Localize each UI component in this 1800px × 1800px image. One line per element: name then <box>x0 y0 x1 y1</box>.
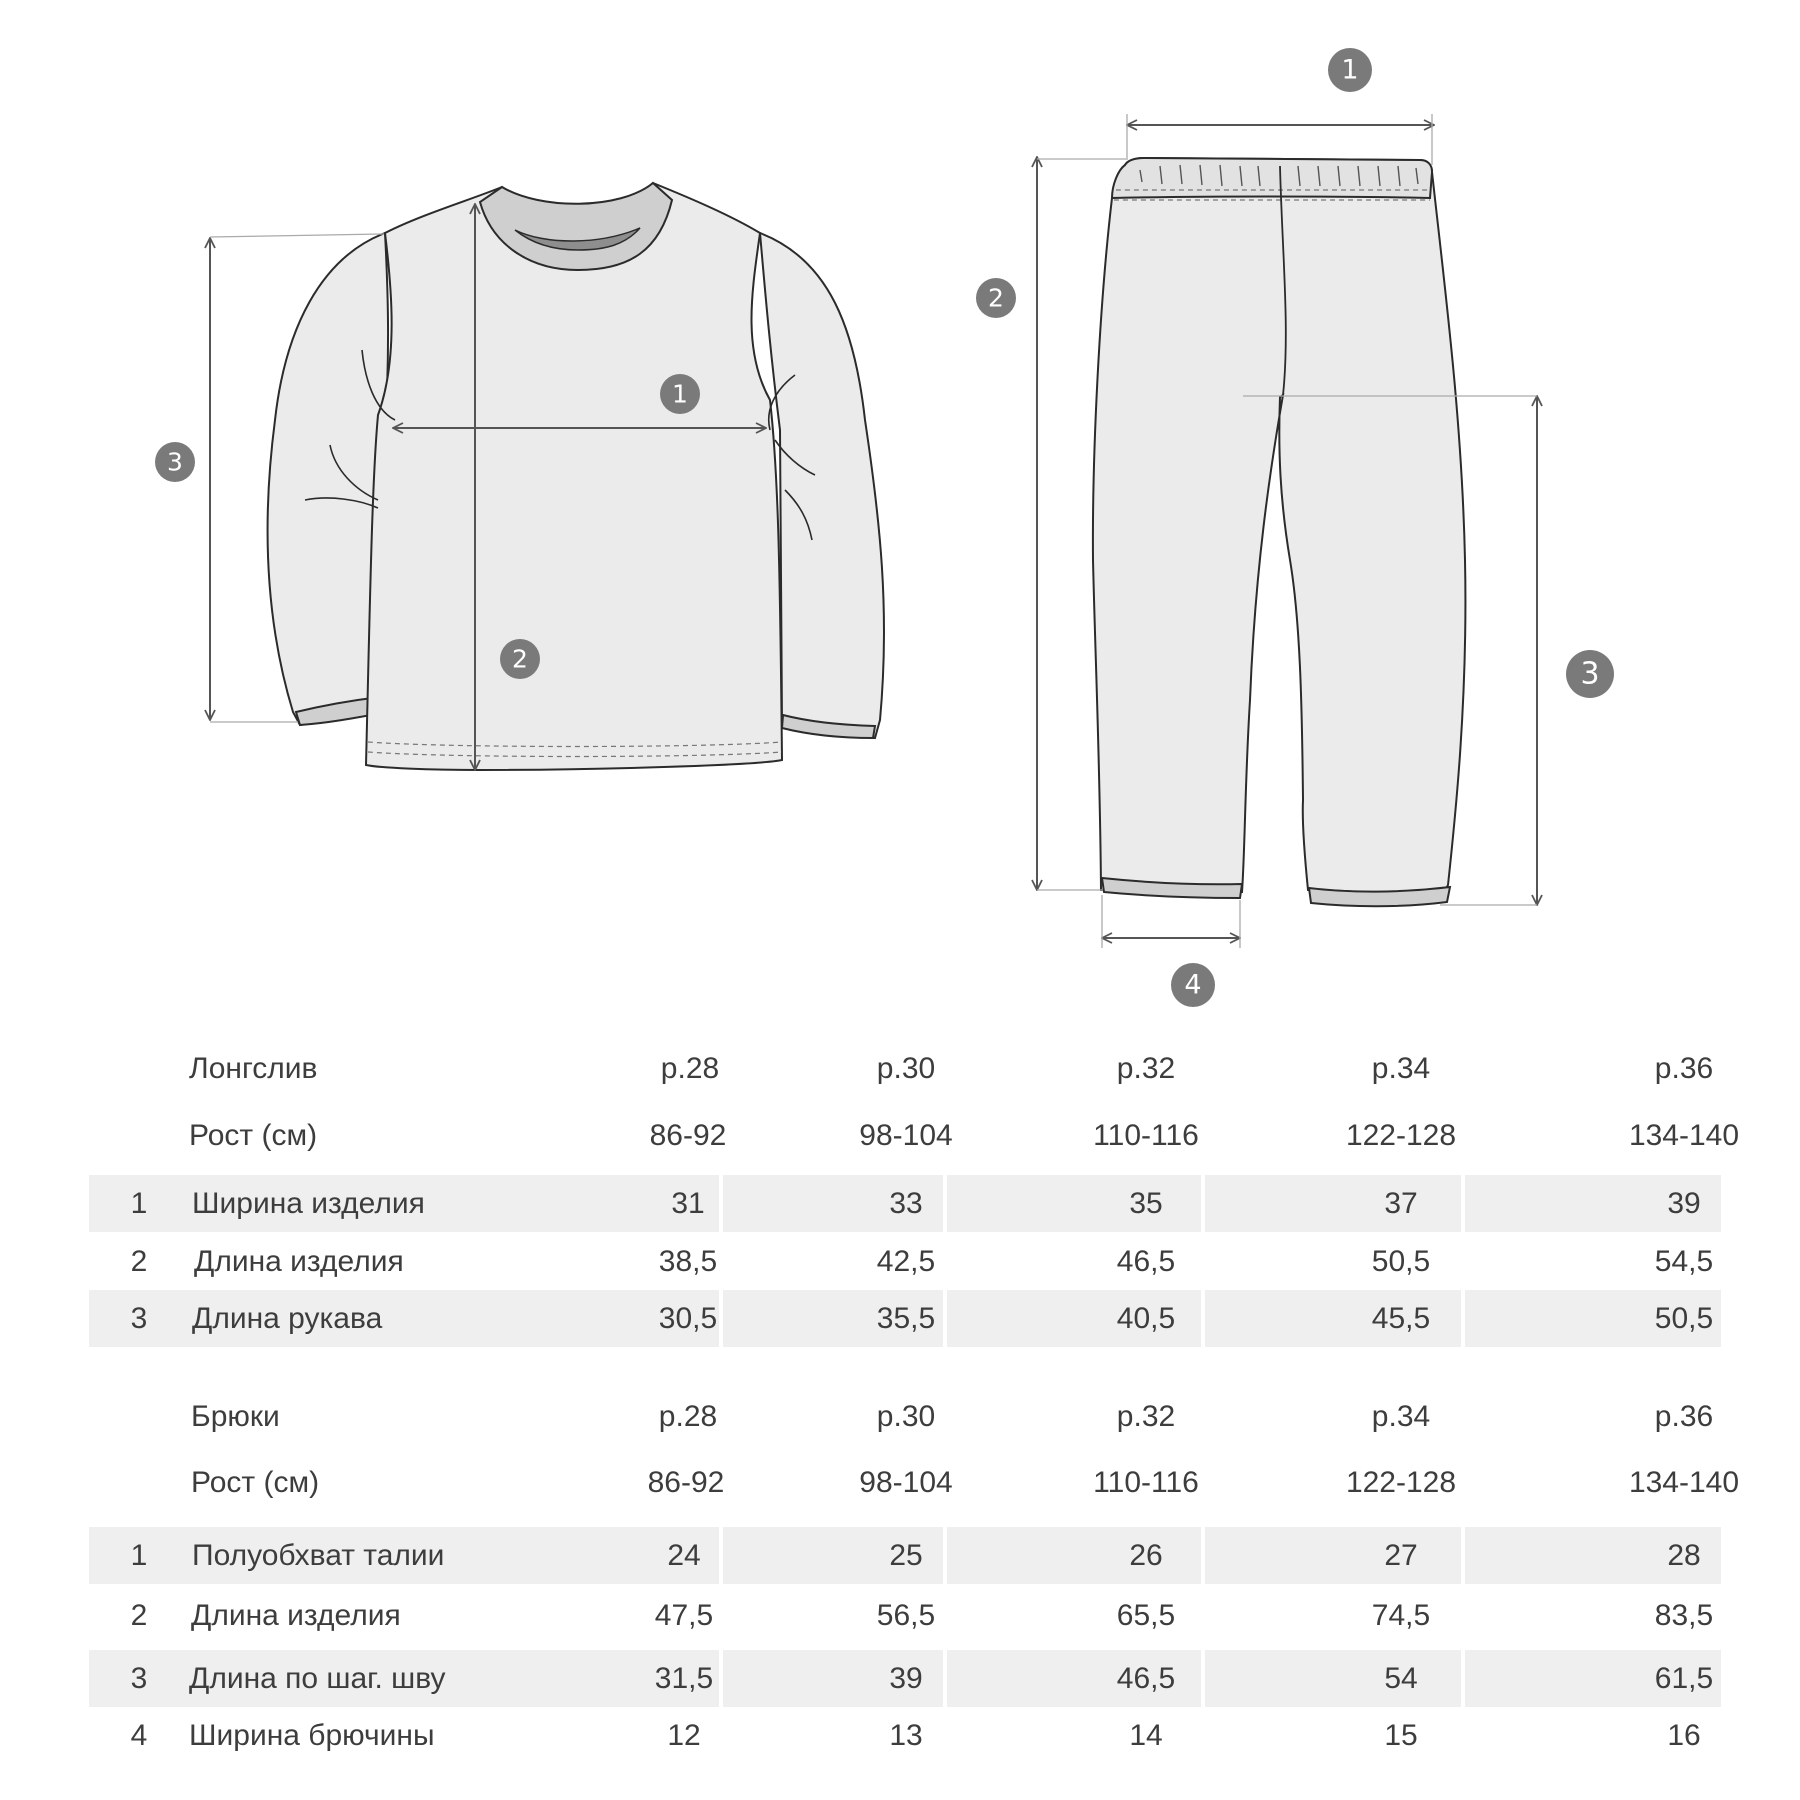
pants-height-28: 86-92 <box>647 1465 725 1499</box>
longsleeve-row-2-v4: 50,5 <box>1371 1244 1431 1278</box>
pants-height-label: Рост (см) <box>191 1465 320 1499</box>
pants-row-3-v1: 31,5 <box>654 1661 714 1695</box>
pants-size-28: р.28 <box>658 1399 718 1433</box>
longsleeve-height-30: 98-104 <box>859 1118 953 1152</box>
pants-row-3-num: 3 <box>130 1661 148 1695</box>
pants-row-4-v1: 12 <box>667 1718 701 1752</box>
pants-row-4-v3: 14 <box>1129 1718 1163 1752</box>
pants-waistband <box>1112 158 1432 198</box>
longsleeve-size-header-row <box>89 1040 1721 1097</box>
longsleeve-size-34: р.34 <box>1371 1051 1431 1085</box>
pants-table-title: Брюки <box>191 1399 280 1433</box>
pants-marker-1-label: 1 <box>1341 54 1359 86</box>
pants-row-1-label: Полуобхват талии <box>192 1538 445 1572</box>
longsleeve-row-3-num: 3 <box>130 1301 148 1335</box>
pants-marker-4-label: 4 <box>1184 969 1202 1001</box>
longsleeve-row-1-v5: 39 <box>1667 1186 1701 1220</box>
pants-marker-4 <box>1171 963 1215 1007</box>
pants-height-30: 98-104 <box>859 1465 953 1499</box>
pants-row-4-v2: 13 <box>889 1718 923 1752</box>
pants-row-1-v4: 27 <box>1384 1538 1418 1572</box>
longsleeve-row-1 <box>89 1175 1721 1232</box>
pants-marker-2 <box>976 278 1016 318</box>
longsleeve-row-1-v1: 31 <box>671 1186 705 1220</box>
pants-row-2-v5: 83,5 <box>1654 1598 1714 1632</box>
pants-height-34: 122-128 <box>1345 1465 1457 1499</box>
pants-row-1-v5: 28 <box>1667 1538 1701 1572</box>
longsleeve-row-2 <box>89 1233 1721 1290</box>
longsleeve-row-3-v4: 45,5 <box>1371 1301 1431 1335</box>
pants-size-32: р.32 <box>1116 1399 1176 1433</box>
longsleeve-height-28: 86-92 <box>649 1118 727 1152</box>
pants-size-34: р.34 <box>1371 1399 1431 1433</box>
longsleeve-row-3-v5: 50,5 <box>1654 1301 1714 1335</box>
pants-row-3 <box>89 1650 1721 1707</box>
pants-row-3-v5: 61,5 <box>1654 1661 1714 1695</box>
pants-row-2 <box>89 1587 1721 1644</box>
pants-height-32: 110-116 <box>1093 1465 1199 1499</box>
longsleeve-height-label: Рост (см) <box>189 1118 318 1152</box>
longsleeve-row-1-v3: 35 <box>1129 1186 1163 1220</box>
pants-row-2-v3: 65,5 <box>1116 1598 1176 1632</box>
longsleeve-row-3-label: Длина рукава <box>192 1301 383 1335</box>
pants-row-1-v1: 24 <box>667 1538 701 1572</box>
shirt-marker-1-label: 1 <box>672 379 688 409</box>
longsleeve-size-28: р.28 <box>660 1051 720 1085</box>
pants-row-4-label: Ширина брючины <box>189 1718 435 1752</box>
pants-size-36: р.36 <box>1654 1399 1714 1433</box>
pants-height-36: 134-140 <box>1628 1465 1740 1499</box>
pants-row-3-v4: 54 <box>1384 1661 1418 1695</box>
pants-row-2-v1: 47,5 <box>654 1598 714 1632</box>
longsleeve-height-36: 134-140 <box>1628 1118 1740 1152</box>
shirt-body <box>366 183 782 770</box>
longsleeve-row-3-v2: 35,5 <box>876 1301 936 1335</box>
longsleeve-row-1-num: 1 <box>130 1186 148 1220</box>
longsleeve-height-row <box>89 1107 1740 1164</box>
pants-body <box>1093 158 1466 900</box>
longsleeve-illustration <box>155 183 884 770</box>
pants-row-4-v4: 15 <box>1384 1718 1418 1752</box>
pants-row-2-v4: 74,5 <box>1371 1598 1431 1632</box>
shirt-marker-3-label: 3 <box>167 447 183 477</box>
pants-row-3-v3: 46,5 <box>1116 1661 1176 1695</box>
pants-row-3-v2: 39 <box>889 1661 923 1695</box>
pants-marker-2-label: 2 <box>988 283 1004 313</box>
pants-row-3-label: Длина по шаг. шву <box>189 1661 446 1695</box>
pants-row-2-v2: 56,5 <box>876 1598 936 1632</box>
shirt-marker-2 <box>500 639 540 679</box>
longsleeve-row-2-num: 2 <box>130 1244 148 1278</box>
longsleeve-table-title: Лонгслив <box>189 1051 318 1085</box>
pants-row-1-num: 1 <box>130 1538 148 1572</box>
longsleeve-height-34: 122-128 <box>1345 1118 1457 1152</box>
pants-row-4-v5: 16 <box>1667 1718 1701 1752</box>
pants-row-4 <box>89 1707 1721 1764</box>
shirt-marker-1 <box>660 374 700 414</box>
pants-size-header-row <box>89 1388 1721 1445</box>
longsleeve-row-1-v4: 37 <box>1384 1186 1418 1220</box>
longsleeve-row-3 <box>89 1290 1721 1347</box>
longsleeve-size-36: р.36 <box>1654 1051 1714 1085</box>
longsleeve-row-1-label: Ширина изделия <box>192 1186 425 1220</box>
shirt-marker-2-label: 2 <box>512 644 528 674</box>
longsleeve-row-2-v5: 54,5 <box>1654 1244 1714 1278</box>
pants-marker-1 <box>1328 48 1372 92</box>
pants-row-1 <box>89 1527 1721 1584</box>
pants-illustration <box>976 48 1614 1007</box>
pants-marker-3-label: 3 <box>1580 656 1600 692</box>
longsleeve-row-2-label: Длина изделия <box>194 1244 404 1278</box>
longsleeve-height-32: 110-116 <box>1093 1118 1199 1152</box>
pants-row-1-v3: 26 <box>1129 1538 1163 1572</box>
pants-row-4-num: 4 <box>130 1718 148 1752</box>
pants-size-30: р.30 <box>876 1399 936 1433</box>
pants-row-2-label: Длина изделия <box>191 1598 401 1632</box>
pants-height-row <box>89 1454 1740 1511</box>
pants-marker-3 <box>1566 650 1614 698</box>
longsleeve-row-1-v2: 33 <box>889 1186 923 1220</box>
longsleeve-row-3-v1: 30,5 <box>658 1301 718 1335</box>
longsleeve-size-30: р.30 <box>876 1051 936 1085</box>
pants-row-1-v2: 25 <box>889 1538 923 1572</box>
longsleeve-row-2-v1: 38,5 <box>658 1244 718 1278</box>
pants-row-2-num: 2 <box>130 1598 148 1632</box>
longsleeve-row-3-v3: 40,5 <box>1116 1301 1176 1335</box>
shirt-marker-3 <box>155 442 195 482</box>
longsleeve-row-2-v2: 42,5 <box>876 1244 936 1278</box>
longsleeve-row-2-v3: 46,5 <box>1116 1244 1176 1278</box>
longsleeve-size-32: р.32 <box>1116 1051 1176 1085</box>
